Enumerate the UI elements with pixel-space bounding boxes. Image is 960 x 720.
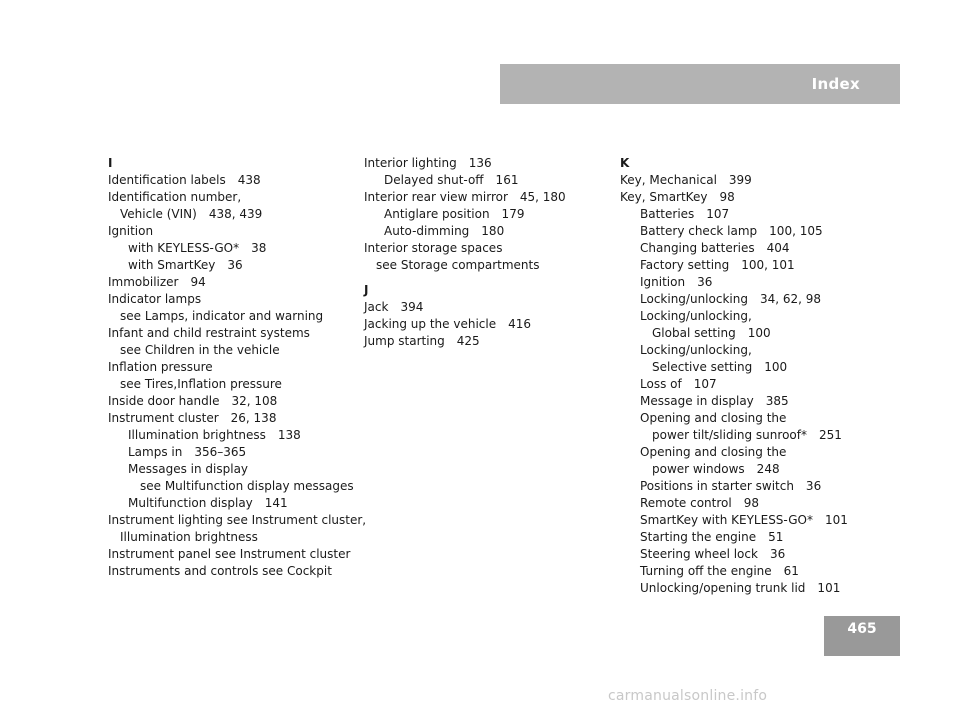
index-subentry: Locking/unlocking, (640, 343, 752, 357)
index-entry: Interior lighting 136 (364, 156, 492, 170)
index-entry: Identification labels 438 (108, 173, 261, 187)
page-number: 465 (847, 621, 877, 637)
index-subentry: Remote control 98 (640, 496, 759, 510)
index-subentry: SmartKey with KEYLESS-GO* 101 (640, 513, 848, 527)
index-see-reference: see Multifunction display messages (140, 479, 354, 493)
index-entry: Interior rear view mirror 45, 180 (364, 190, 566, 204)
index-entry: Instrument cluster 26, 138 (108, 411, 277, 425)
index-entry: Inflation pressure (108, 360, 213, 374)
index-subentry: Selective setting 100 (652, 360, 788, 374)
index-subentry: Lamps in 356–365 (128, 445, 247, 459)
index-subentry: Loss of 107 (640, 377, 717, 391)
index-subentry: Ignition 36 (640, 275, 713, 289)
index-entry: Key, SmartKey 98 (620, 190, 735, 204)
index-column-3 (620, 155, 880, 597)
index-entry: Identification number, (108, 190, 242, 204)
index-subentry: Starting the engine 51 (640, 530, 784, 544)
index-column-2 (364, 155, 604, 350)
index-subentry: Messages in display (128, 462, 249, 476)
index-see-reference: see Children in the vehicle (120, 343, 280, 357)
index-subentry: power tilt/sliding sunroof* 251 (652, 428, 842, 442)
index-subentry: Multifunction display 141 (128, 496, 288, 510)
index-subentry: power windows 248 (652, 462, 780, 476)
index-subentry: Delayed shut-off 161 (384, 173, 519, 187)
index-subentry: Steering wheel lock 36 (640, 547, 786, 561)
index-entry: Key, Mechanical 399 (620, 173, 752, 187)
index-header-bar (500, 64, 900, 104)
index-subentry: Factory setting 100, 101 (640, 258, 795, 272)
index-subentry: Antiglare position 179 (384, 207, 525, 221)
index-entry: Indicator lamps (108, 292, 202, 306)
index-entry: Jack 394 (364, 300, 424, 314)
index-subentry: Opening and closing the (640, 411, 787, 425)
index-subentry: Changing batteries 404 (640, 241, 790, 255)
index-subentry: Positions in starter switch 36 (640, 479, 822, 493)
index-subentry: Illumination brightness 138 (128, 428, 301, 442)
index-subentry: Unlocking/opening trunk lid 101 (640, 581, 841, 595)
index-subentry: with SmartKey 36 (128, 258, 243, 272)
index-entry: Ignition (108, 224, 154, 238)
index-entry: Interior storage spaces (364, 241, 503, 255)
index-subentry: Auto-dimming 180 (384, 224, 505, 238)
section-letter: J (364, 283, 369, 297)
index-entry: Jacking up the vehicle 416 (364, 317, 531, 331)
index-subentry: Global setting 100 (652, 326, 771, 340)
index-see-reference: see Storage compartments (376, 258, 540, 272)
index-subentry: Turning off the engine 61 (640, 564, 799, 578)
page-title: Index (811, 75, 860, 93)
index-see-reference: see Lamps, indicator and warning (120, 309, 324, 323)
index-entry: Infant and child restraint systems (108, 326, 310, 340)
index-entry: Immobilizer 94 (108, 275, 206, 289)
index-subentry: Illumination brightness (120, 530, 258, 544)
index-entry: Instrument panel see Instrument cluster (108, 547, 351, 561)
watermark: carmanualsonline.info (608, 688, 768, 704)
index-entry: Instrument lighting see Instrument cluster, (108, 513, 367, 527)
index-subentry: Battery check lamp 100, 105 (640, 224, 823, 238)
index-subentry: Message in display 385 (640, 394, 789, 408)
index-subentry: Opening and closing the (640, 445, 787, 459)
index-entry: Inside door handle 32, 108 (108, 394, 278, 408)
index-column-1 (108, 155, 367, 580)
index-subentry: Batteries 107 (640, 207, 730, 221)
section-letter: K (620, 156, 630, 170)
index-subentry: with KEYLESS-GO* 38 (128, 241, 267, 255)
index-see-reference: see Tires,Inflation pressure (120, 377, 282, 391)
index-entry: Instruments and controls see Cockpit (108, 564, 332, 578)
page-number-box (824, 616, 900, 656)
section-letter: I (108, 156, 113, 170)
index-subentry: Vehicle (VIN) 438, 439 (120, 207, 263, 221)
index-entry: Jump starting 425 (364, 334, 480, 348)
index-subentry: Locking/unlocking, (640, 309, 752, 323)
index-subentry: Locking/unlocking 34, 62, 98 (640, 292, 822, 306)
